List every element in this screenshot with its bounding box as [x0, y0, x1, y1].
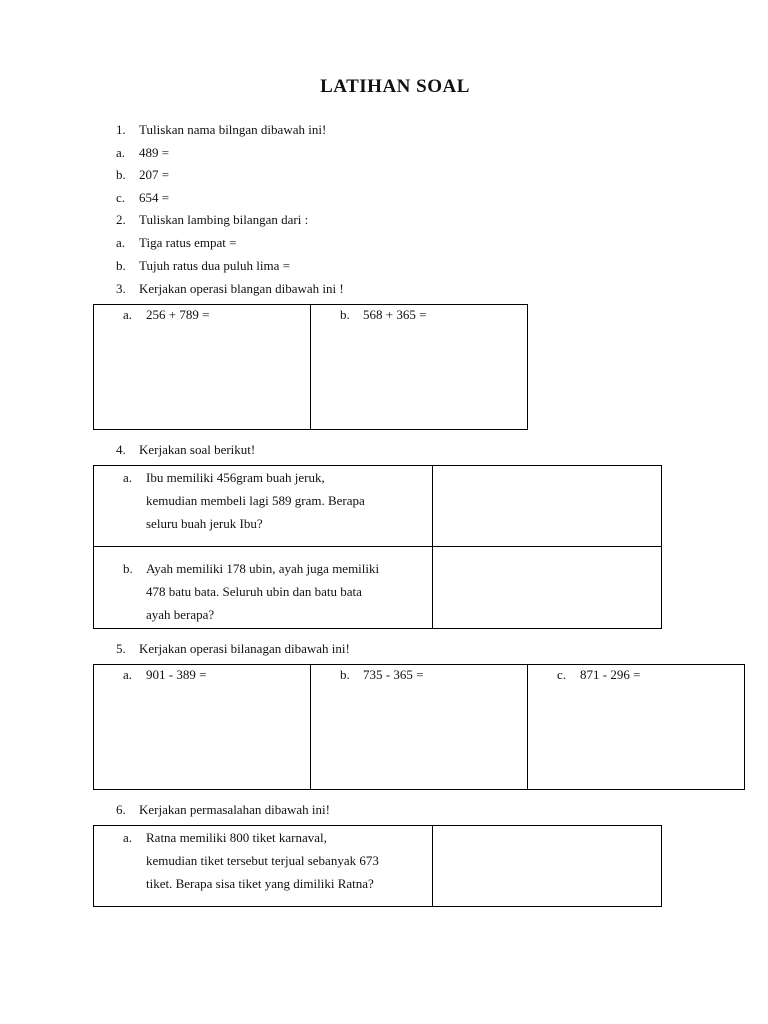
text-line: kemudian tiket tersebut terjual sebanyak 673: [146, 853, 379, 868]
question-text: Kerjakan soal berikut!: [139, 442, 256, 457]
q1-item-b: [116, 167, 169, 183]
question-4: [116, 442, 255, 458]
q5-cell-c[interactable]: [528, 665, 745, 790]
text-line: kemudian membeli lagi 589 gram. Berapa: [146, 493, 365, 508]
text-line: Ratna memiliki 800 tiket karnaval,: [146, 830, 327, 845]
q4-question-b: [94, 547, 433, 629]
q4-question-a: [94, 466, 433, 547]
question-number: 4.: [116, 442, 126, 457]
item-marker: b.: [340, 667, 350, 682]
item-marker: a.: [123, 830, 133, 845]
page-title: LATIHAN SOAL: [320, 76, 470, 97]
question-text: Kerjakan permasalahan dibawah ini!: [139, 802, 330, 817]
item-text: 654 =: [139, 190, 170, 205]
item-marker: b.: [116, 258, 126, 273]
q6-answer-table: [93, 825, 662, 907]
question-5: [116, 641, 350, 657]
question-number: 2.: [116, 212, 126, 227]
item-marker: a.: [116, 145, 126, 160]
item-text: 256 + 789 =: [146, 307, 210, 322]
question-text: Kerjakan operasi bilanagan dibawah ini!: [139, 641, 350, 656]
text-line: ayah berapa?: [146, 607, 215, 622]
text-line: Ayah memiliki 178 ubin, ayah juga memiliki: [146, 561, 380, 576]
item-marker: a.: [116, 235, 126, 250]
question-number: 5.: [116, 641, 126, 656]
text-line: seluru buah jeruk Ibu?: [146, 516, 263, 531]
item-text: Tiga ratus empat =: [139, 235, 237, 250]
q1-item-c: [116, 190, 169, 206]
q3-answer-table: [93, 304, 528, 430]
question-number: 1.: [116, 122, 126, 137]
q4-answer-a[interactable]: [433, 466, 662, 547]
item-text: Tujuh ratus dua puluh lima =: [139, 258, 290, 273]
q5-cell-a[interactable]: [94, 665, 311, 790]
question-1: [116, 122, 326, 138]
q6-answer-a[interactable]: [433, 826, 662, 907]
item-text: 871 - 296 =: [580, 667, 641, 682]
text-line: 478 batu bata. Seluruh ubin dan batu bata: [146, 584, 362, 599]
q4-answer-b[interactable]: [433, 547, 662, 629]
question-number: 3.: [116, 281, 126, 296]
item-text: 568 + 365 =: [363, 307, 427, 322]
question-text: Tuliskan nama bilngan dibawah ini!: [139, 122, 327, 137]
q2-item-b: [116, 258, 290, 274]
q3-cell-a[interactable]: [94, 305, 311, 430]
item-text: 735 - 365 =: [363, 667, 424, 682]
item-marker: b.: [340, 307, 350, 322]
item-text: 901 - 389 =: [146, 667, 207, 682]
item-marker: c.: [557, 667, 567, 682]
item-text: 207 =: [139, 167, 170, 182]
q2-item-a: [116, 235, 236, 251]
question-text: Kerjakan operasi blangan dibawah ini !: [139, 281, 344, 296]
item-text: 489 =: [139, 145, 170, 160]
question-3: [116, 281, 344, 297]
item-marker: a.: [123, 307, 133, 322]
q5-cell-b[interactable]: [311, 665, 528, 790]
text-line: tiket. Berapa sisa tiket yang dimiliki Ratna?: [146, 876, 374, 891]
item-marker: a.: [123, 667, 133, 682]
item-marker: b.: [116, 167, 126, 182]
q1-item-a: [116, 145, 169, 161]
question-number: 6.: [116, 802, 126, 817]
item-marker: a.: [123, 470, 133, 485]
text-line: Ibu memiliki 456gram buah jeruk,: [146, 470, 325, 485]
question-2: [116, 212, 308, 228]
item-marker: c.: [116, 190, 126, 205]
q5-answer-table: [93, 664, 745, 790]
question-text: Tuliskan lambing bilangan dari :: [139, 212, 309, 227]
q3-cell-b[interactable]: [311, 305, 528, 430]
q4-answer-table: [93, 465, 662, 629]
item-marker: b.: [123, 561, 133, 576]
q6-question-a: [94, 826, 433, 907]
question-6: [116, 802, 330, 818]
